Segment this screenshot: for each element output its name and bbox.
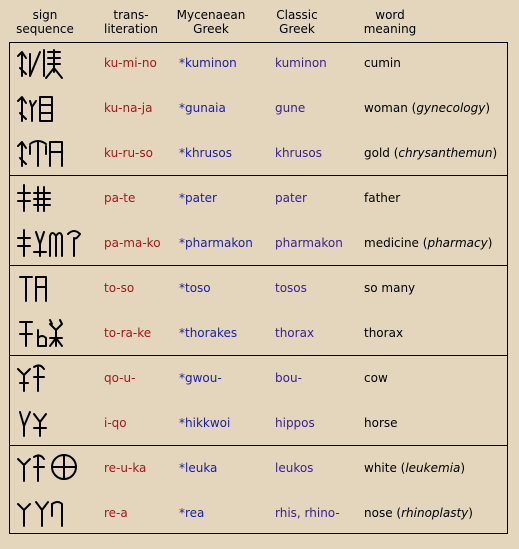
meaning-word: white xyxy=(364,461,397,475)
mycenaean-greek-cell: *rea xyxy=(179,506,205,520)
classic-greek-cell: kuminon xyxy=(275,56,327,70)
table-row xyxy=(0,311,519,356)
linear-b-sign-sequence xyxy=(16,226,86,260)
word-meaning-cell xyxy=(364,311,403,356)
mycenaean-greek-cell: *pater xyxy=(179,191,217,205)
word-meaning-cell: nose (rhinoplasty) xyxy=(364,506,473,520)
table-row xyxy=(0,86,519,131)
word-meaning-cell xyxy=(364,41,401,86)
mycenaean-greek-cell: *thorakes xyxy=(179,326,238,340)
meaning-word: so many xyxy=(364,281,416,295)
mycenaean-greek-cell: *gwou- xyxy=(179,371,222,385)
meaning-word: father xyxy=(364,191,401,205)
meaning-derivative: gynecology xyxy=(416,101,486,115)
header-sign-sequence: sign sequence xyxy=(16,8,74,36)
table-row xyxy=(0,491,519,536)
mycenaean-greek-cell: *kuminon xyxy=(179,56,237,70)
table-row xyxy=(0,446,519,491)
word-meaning-cell: medicine (pharmacy) xyxy=(364,236,493,250)
table-row xyxy=(0,266,519,311)
meaning-word: thorax xyxy=(364,326,404,340)
linear-b-sign-sequence xyxy=(16,316,86,350)
transliteration-cell: to-ra-ke xyxy=(104,326,152,340)
transliteration-cell: re-u-ka xyxy=(104,461,147,475)
transliteration-cell: ku-ru-so xyxy=(104,146,153,160)
classic-greek-cell: khrusos xyxy=(275,146,322,160)
classic-greek-cell: leukos xyxy=(275,461,314,475)
table-row xyxy=(0,401,519,446)
linear-b-sign-sequence xyxy=(16,136,86,170)
classic-greek-cell: gune xyxy=(275,101,306,115)
classic-greek-cell: hippos xyxy=(275,416,315,430)
table-row xyxy=(0,176,519,221)
meaning-derivative: chrysanthemun xyxy=(398,146,493,160)
word-meaning-cell: white (leukemia) xyxy=(364,461,466,475)
linear-b-sign-sequence xyxy=(16,91,86,125)
meaning-derivative: leukemia xyxy=(405,461,461,475)
linear-b-sign-sequence xyxy=(16,361,86,395)
word-meaning-cell xyxy=(364,401,398,446)
meaning-word: horse xyxy=(364,416,398,430)
classic-greek-cell: thorax xyxy=(275,326,315,340)
header-mycenaean-greek: Mycenaean Greek xyxy=(176,8,246,36)
mycenaean-greek-cell: *pharmakon xyxy=(179,236,253,250)
meaning-word: gold xyxy=(364,146,390,160)
transliteration-cell: ku-na-ja xyxy=(104,101,153,115)
word-meaning-cell: woman (gynecology) xyxy=(364,101,491,115)
meaning-derivative: rhinoplasty xyxy=(401,506,469,520)
table-row xyxy=(0,131,519,176)
classic-greek-cell: rhis, rhino- xyxy=(275,506,340,520)
transliteration-cell: to-so xyxy=(104,281,135,295)
word-meaning-cell xyxy=(364,356,388,401)
transliteration-cell: i-qo xyxy=(104,416,127,430)
linear-b-sign-sequence xyxy=(16,406,86,440)
transliteration-cell: ku-mi-no xyxy=(104,56,157,70)
linear-b-sign-sequence xyxy=(16,451,86,485)
mycenaean-greek-cell: *gunaia xyxy=(179,101,226,115)
linear-b-sign-sequence xyxy=(16,271,86,305)
header-word-meaning: word meaning xyxy=(363,8,417,36)
table-row xyxy=(0,41,519,86)
meaning-word: cow xyxy=(364,371,388,385)
table-row xyxy=(0,356,519,401)
linear-b-sign-sequence xyxy=(16,46,86,80)
transliteration-cell: re-a xyxy=(104,506,128,520)
word-meaning-cell xyxy=(364,176,400,221)
classic-greek-cell: pater xyxy=(275,191,307,205)
word-meaning-cell: gold (chrysanthemun) xyxy=(364,146,498,160)
mycenaean-greek-cell: *leuka xyxy=(179,461,218,475)
classic-greek-cell: bou- xyxy=(275,371,302,385)
transliteration-cell: pa-ma-ko xyxy=(104,236,161,250)
mycenaean-greek-cell: *toso xyxy=(179,281,211,295)
classic-greek-cell: tosos xyxy=(275,281,307,295)
meaning-word: woman xyxy=(364,101,408,115)
transliteration-cell: pa-te xyxy=(104,191,136,205)
meaning-word: nose xyxy=(364,506,393,520)
linear-b-sign-sequence xyxy=(16,181,86,215)
meaning-word: cumin xyxy=(364,56,401,70)
classic-greek-cell: pharmakon xyxy=(275,236,343,250)
mycenaean-greek-cell: *hikkwoi xyxy=(179,416,231,430)
mycenaean-greek-cell: *khrusos xyxy=(179,146,232,160)
word-meaning-cell xyxy=(364,266,415,311)
header-classic-greek: Classic Greek xyxy=(276,8,318,36)
linear-b-sign-sequence xyxy=(16,496,86,530)
meaning-derivative: pharmacy xyxy=(427,236,488,250)
header-transliteration: trans- literation xyxy=(103,8,159,36)
transliteration-cell: qo-u- xyxy=(104,371,136,385)
meaning-word: medicine xyxy=(364,236,419,250)
table-row xyxy=(0,221,519,266)
